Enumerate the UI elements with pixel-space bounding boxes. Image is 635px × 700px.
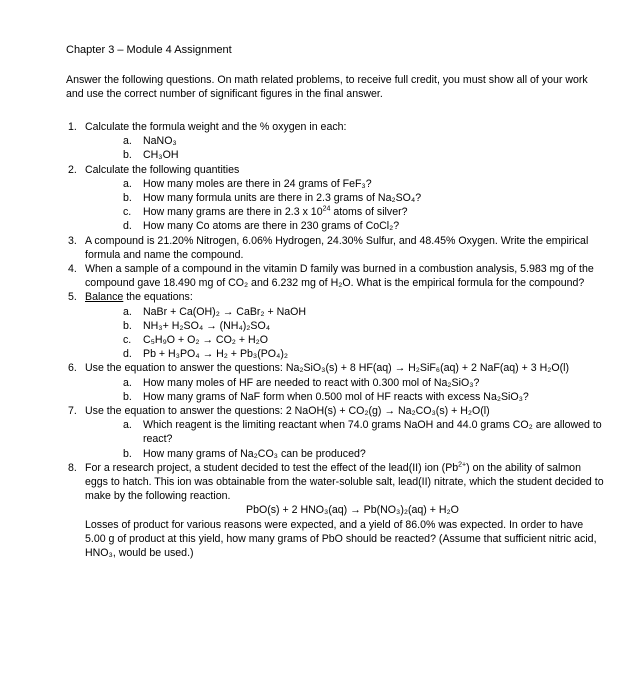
question-text: Use the equation to answer the questions: Na₂SiO₃(s) + 8 HF(aq) → H₂SiF₆(aq) + 2 NaF(aq) + 3 H₂O(l) <box>85 362 569 375</box>
question-number: 4. <box>68 263 77 276</box>
sub-question-letter: d. <box>123 348 132 361</box>
question-number: 1. <box>68 121 77 133</box>
sub-question-text: CH₃OH <box>143 149 179 162</box>
sub-question <box>123 390 606 404</box>
question-text: When a sample of a compound in the vitamin D family was burned in a combustion analysis, 5.983 mg of the compound gave 18.490 mg of CO₂ and 6.232 mg of H₂O. What is the empirical formula for the compound? <box>85 263 594 290</box>
sub-question-list <box>85 305 606 362</box>
question-1 <box>66 120 606 163</box>
sub-question <box>123 219 606 233</box>
question-text: Use the equation to answer the questions: 2 NaOH(s) + CO₂(g) → Na₂CO₃(s) + H₂O(l) <box>85 405 490 418</box>
sub-question-text-end: atoms of silver? <box>330 206 408 219</box>
equation-text: Pb + H₃PO₄ → H₂ + Pb₃(PO₄)₂ <box>143 348 289 361</box>
question-text: Calculate the formula weight and the % oxygen in each: <box>85 121 347 133</box>
sub-question <box>123 148 606 162</box>
equation-item <box>123 319 606 333</box>
equation-text: NaBr + Ca(OH)₂ → CaBr₂ + NaOH <box>143 305 307 318</box>
question-closing-text: Losses of product for various reasons were expected, and a yield of 86.0% was expected. In order to have 5.00 g of product at this yield, how many grams of PbO should be reacted? (Assume that sufficient nitric acid, HNO₃, would be used.) <box>85 518 597 560</box>
exponent: 24 <box>322 205 331 213</box>
page-title: Chapter 3 – Module 4 Assignment <box>66 44 232 56</box>
sub-question-text: How many grams of NaF form when 0.500 mol of HF reacts with excess Na₂SiO₃? <box>143 390 529 403</box>
sub-question <box>123 205 606 219</box>
sub-question-letter: b. <box>123 149 132 162</box>
question-6 <box>66 361 606 404</box>
sub-question-text: Which reagent is the limiting reactant when 74.0 grams NaOH and 44.0 grams CO₂ are allowed to react? <box>143 419 602 446</box>
sub-question-letter: a. <box>123 305 132 318</box>
sub-question-letter: a. <box>123 135 132 148</box>
ion-charge: 2+ <box>458 461 467 469</box>
sub-question-letter: a. <box>123 376 132 389</box>
sub-question-letter: d. <box>123 220 132 233</box>
equation-text: C₅H₉O + O₂ → CO₂ + H₂O <box>143 334 268 347</box>
question-text-start: For a research project, a student decided to test the effect of the lead(II) ion (Pb <box>85 461 459 474</box>
question-number: 8. <box>68 461 77 474</box>
question-5 <box>66 290 606 361</box>
sub-question-list <box>85 134 606 162</box>
question-text: A compound is 21.20% Nitrogen, 6.06% Hydrogen, 24.30% Sulfur, and 48.45% Oxygen. Write the empirical formula and name the compound. <box>85 234 589 261</box>
reaction-equation: PbO(s) + 2 HNO₃(aq) → Pb(NO₃)₂(aq) + H₂O <box>246 504 459 517</box>
question-7 <box>66 404 606 461</box>
sub-question <box>123 447 606 461</box>
sub-question-text-start: How many grams are there in 2.3 x 10 <box>143 206 323 219</box>
instructions-paragraph: Answer the following questions. On math related problems, to receive full credit, you must show all of your work and use the correct number of significant figures in the final answer. <box>66 74 588 101</box>
sub-question-letter: b. <box>123 390 132 403</box>
underlined-word: Balance <box>85 291 124 304</box>
sub-question-letter: a. <box>123 177 132 190</box>
question-text: Calculate the following quantities <box>85 163 240 176</box>
sub-question-list <box>85 376 606 404</box>
sub-question-letter: c. <box>123 334 132 347</box>
question-number: 7. <box>68 405 77 418</box>
equation-item <box>123 333 606 347</box>
equation-text: NH₃+ H₂SO₄ → (NH₄)₂SO₄ <box>143 319 271 332</box>
sub-question-letter: b. <box>123 319 132 332</box>
sub-question-letter: b. <box>123 192 132 205</box>
question-list <box>66 120 606 560</box>
sub-question <box>123 191 606 205</box>
sub-question-list <box>85 418 606 461</box>
sub-question-text: How many moles are there in 24 grams of FeF₃? <box>143 177 372 190</box>
question-8 <box>66 461 606 560</box>
question-text: the equations: <box>123 291 193 304</box>
sub-question-text: How many formula units are there in 2.3 grams of Na₂SO₄? <box>143 192 422 205</box>
sub-question-letter: a. <box>123 419 132 432</box>
sub-question-list <box>85 177 606 234</box>
sub-question-text: How many moles of HF are needed to react with 0.300 mol of Na₂SiO₃? <box>143 376 480 389</box>
equation-item <box>123 347 606 361</box>
sub-question-text: How many grams of Na₂CO₃ can be produced? <box>143 447 366 460</box>
question-2 <box>66 163 606 234</box>
sub-question-letter: b. <box>123 447 132 460</box>
sub-question-text: How many Co atoms are there in 230 grams of CoCl₂? <box>143 220 400 233</box>
question-number: 2. <box>68 163 77 176</box>
question-number: 5. <box>68 291 77 304</box>
sub-question <box>123 418 606 446</box>
question-number: 6. <box>68 362 77 375</box>
sub-question-text: NaNO₃ <box>143 135 177 148</box>
question-number: 3. <box>68 234 77 247</box>
sub-question-letter: c. <box>123 206 132 219</box>
sub-question <box>123 376 606 390</box>
question-4 <box>66 262 606 290</box>
sub-question <box>123 134 606 148</box>
sub-question <box>123 177 606 191</box>
question-3 <box>66 234 606 262</box>
equation-item <box>123 305 606 319</box>
question-text-end: ) on the ability of salmon eggs to hatch. This ion was obtainable from the water-soluble salt, lead(II) nitrate, which the student decided to make by the following reaction. <box>85 461 604 503</box>
